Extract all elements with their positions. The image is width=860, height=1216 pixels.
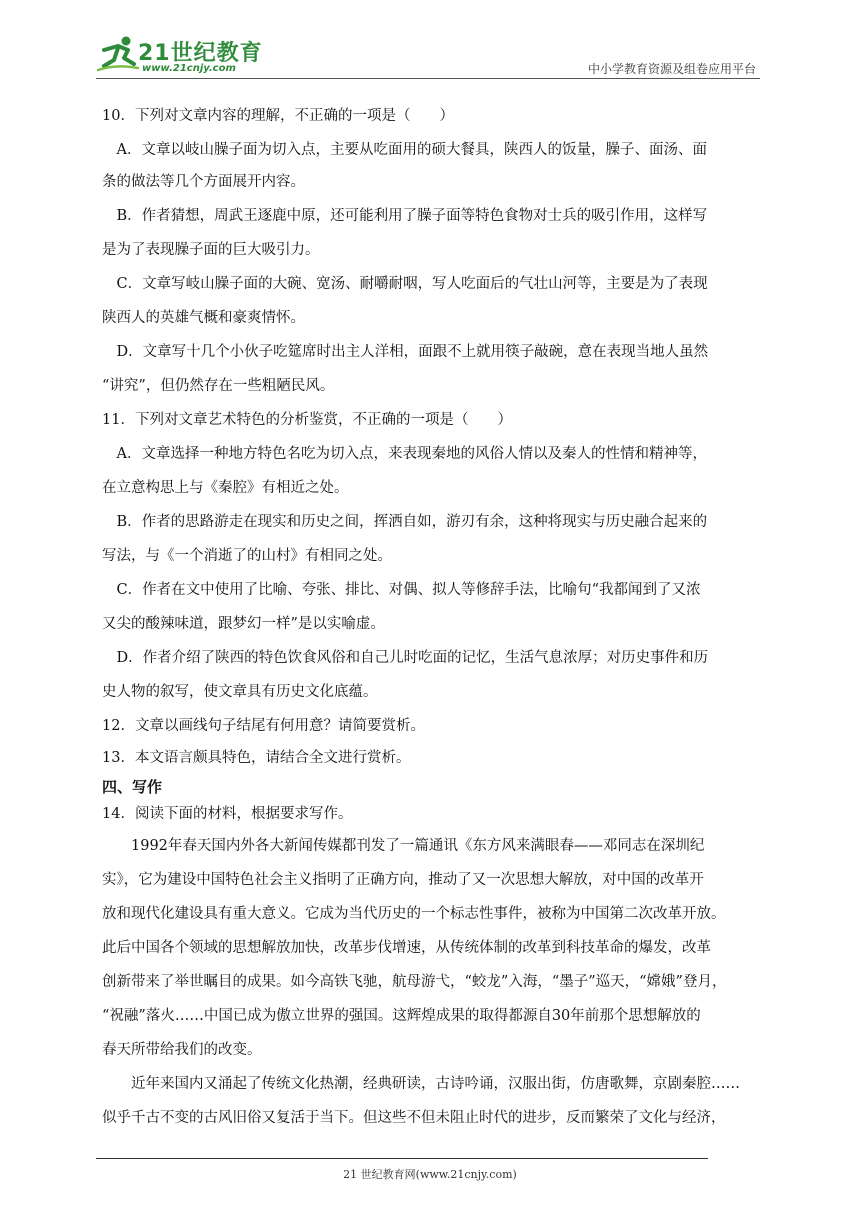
option-10b-line1: B．作者猜想，周武王逐鹿中原，还可能利用了臊子面等特色食物对士兵的吸引作用，这样写 xyxy=(102,208,708,224)
footer-divider xyxy=(96,1158,708,1159)
option-10c-line2: 陕西人的英雄气概和豪爽情怀。 xyxy=(102,310,305,326)
option-11c-line2: 又尖的酸辣味道，跟梦幻一样”是以实喻虚。 xyxy=(102,616,385,632)
option-11c-line1: C．作者在文中使用了比喻、夸张、排比、对偶、拟人等修辞手法，比喻句“我都闻到了又浓 xyxy=(102,582,701,598)
option-11d-line1: D．作者介绍了陕西的特色饮食风俗和自己儿时吃面的记忆，生活气息浓厚；对历史事件和历 xyxy=(102,650,709,666)
question-12: 12．文章以画线句子结尾有何用意？请简要赏析。 xyxy=(102,718,425,734)
option-11b-line1: B．作者的思路游走在现实和历史之间，挥洒自如，游刃有余，这种将现实与历史融合起来的 xyxy=(102,514,708,530)
material-p2-line2: 似乎千古不变的古风旧俗又复活于当下。但这些不但未阻止时代的进步，反而繁荣了文化与经济， xyxy=(102,1110,726,1126)
material-p1-line1: 1992年春天国内外各大新闻传媒都刊发了一篇通讯《东方风来满眼春——邓同志在深圳纪 xyxy=(102,838,705,854)
question-11: 11．下列对文章艺术特色的分析鉴赏，不正确的一项是（ ） xyxy=(102,412,512,428)
option-10a-line2: 条的做法等几个方面展开内容。 xyxy=(102,174,305,190)
option-10d-line1: D．文章写十几个小伙子吃筵席时出主人洋相，面跟不上就用筷子敲碗，意在表现当地人虽然 xyxy=(102,344,709,360)
material-p2-line1: 近年来国内又涌起了传统文化热潮，经典研读，古诗吟诵，汉服出街，仿唐歌舞，京剧秦腔…… xyxy=(102,1076,740,1092)
page-footer: 21 世纪教育网(www.21cnjy.com) xyxy=(343,1168,517,1181)
material-p1-line5: 创新带来了举世瞩目的成果。如今高铁飞驰，航母游弋，“蛟龙”入海，“墨子”巡天，“嫦娥”登月， xyxy=(102,974,727,990)
question-13: 13．本文语言颇具特色，请结合全文进行赏析。 xyxy=(102,750,411,766)
logo-text: 21世纪教育 xyxy=(138,41,263,66)
option-11d-line2: 史人物的叙写，使文章具有历史文化底蕴。 xyxy=(102,684,378,700)
option-11a-line2: 在立意构思上与《秦腔》有相近之处。 xyxy=(102,480,349,496)
runner-logo-icon xyxy=(96,34,140,74)
option-10c-line1: C．文章写岐山臊子面的大碗、宽汤、耐嚼耐咽，写人吃面后的气壮山河等，主要是为了表现 xyxy=(102,276,708,292)
material-p1-line2: 实》，它为建设中国特色社会主义指明了正确方向，推动了又一次思想大解放，对中国的改革开 xyxy=(102,872,704,888)
option-11b-line2: 写法，与《一个消逝了的山村》有相同之处。 xyxy=(102,548,392,564)
option-11a-line1: A．文章选择一种地方特色名吃为切入点，来表现秦地的风俗人情以及秦人的性情和精神等， xyxy=(102,446,707,462)
site-logo xyxy=(96,32,266,78)
material-p1-line6: “祝融”落火……中国已成为傲立世界的强国。这辉煌成果的取得都源自30年前那个思想解放的 xyxy=(102,1008,701,1024)
section-heading-writing: 四、写作 xyxy=(102,778,163,796)
material-p1-line3: 放和现代化建设具有重大意义。它成为当代历史的一个标志性事件，被称为中国第二次改革开放。 xyxy=(102,906,726,922)
option-10a-line1: A．文章以岐山臊子面为切入点，主要从吃面用的硕大餐具，陕西人的饭量，臊子、面汤、面 xyxy=(102,142,707,158)
header-divider xyxy=(96,78,760,79)
material-p1-line4: 此后中国各个领域的思想解放加快，改革步伐增速，从传统体制的改革到科技革命的爆发，改革 xyxy=(102,940,711,956)
option-10b-line2: 是为了表现臊子面的巨大吸引力。 xyxy=(102,242,320,258)
question-14: 14．阅读下面的材料，根据要求写作。 xyxy=(102,806,353,822)
platform-name: 中小学教育资源及组卷应用平台 xyxy=(587,62,756,76)
question-10: 10．下列对文章内容的理解，不正确的一项是（ ） xyxy=(102,108,454,124)
material-p1-line7: 春天所带给我们的改变。 xyxy=(102,1042,262,1058)
page-header xyxy=(96,32,760,80)
option-10d-line2: “讲究”，但仍然存在一些粗陋民风。 xyxy=(102,378,335,394)
logo-url: www.21cnjy.com xyxy=(142,63,236,74)
